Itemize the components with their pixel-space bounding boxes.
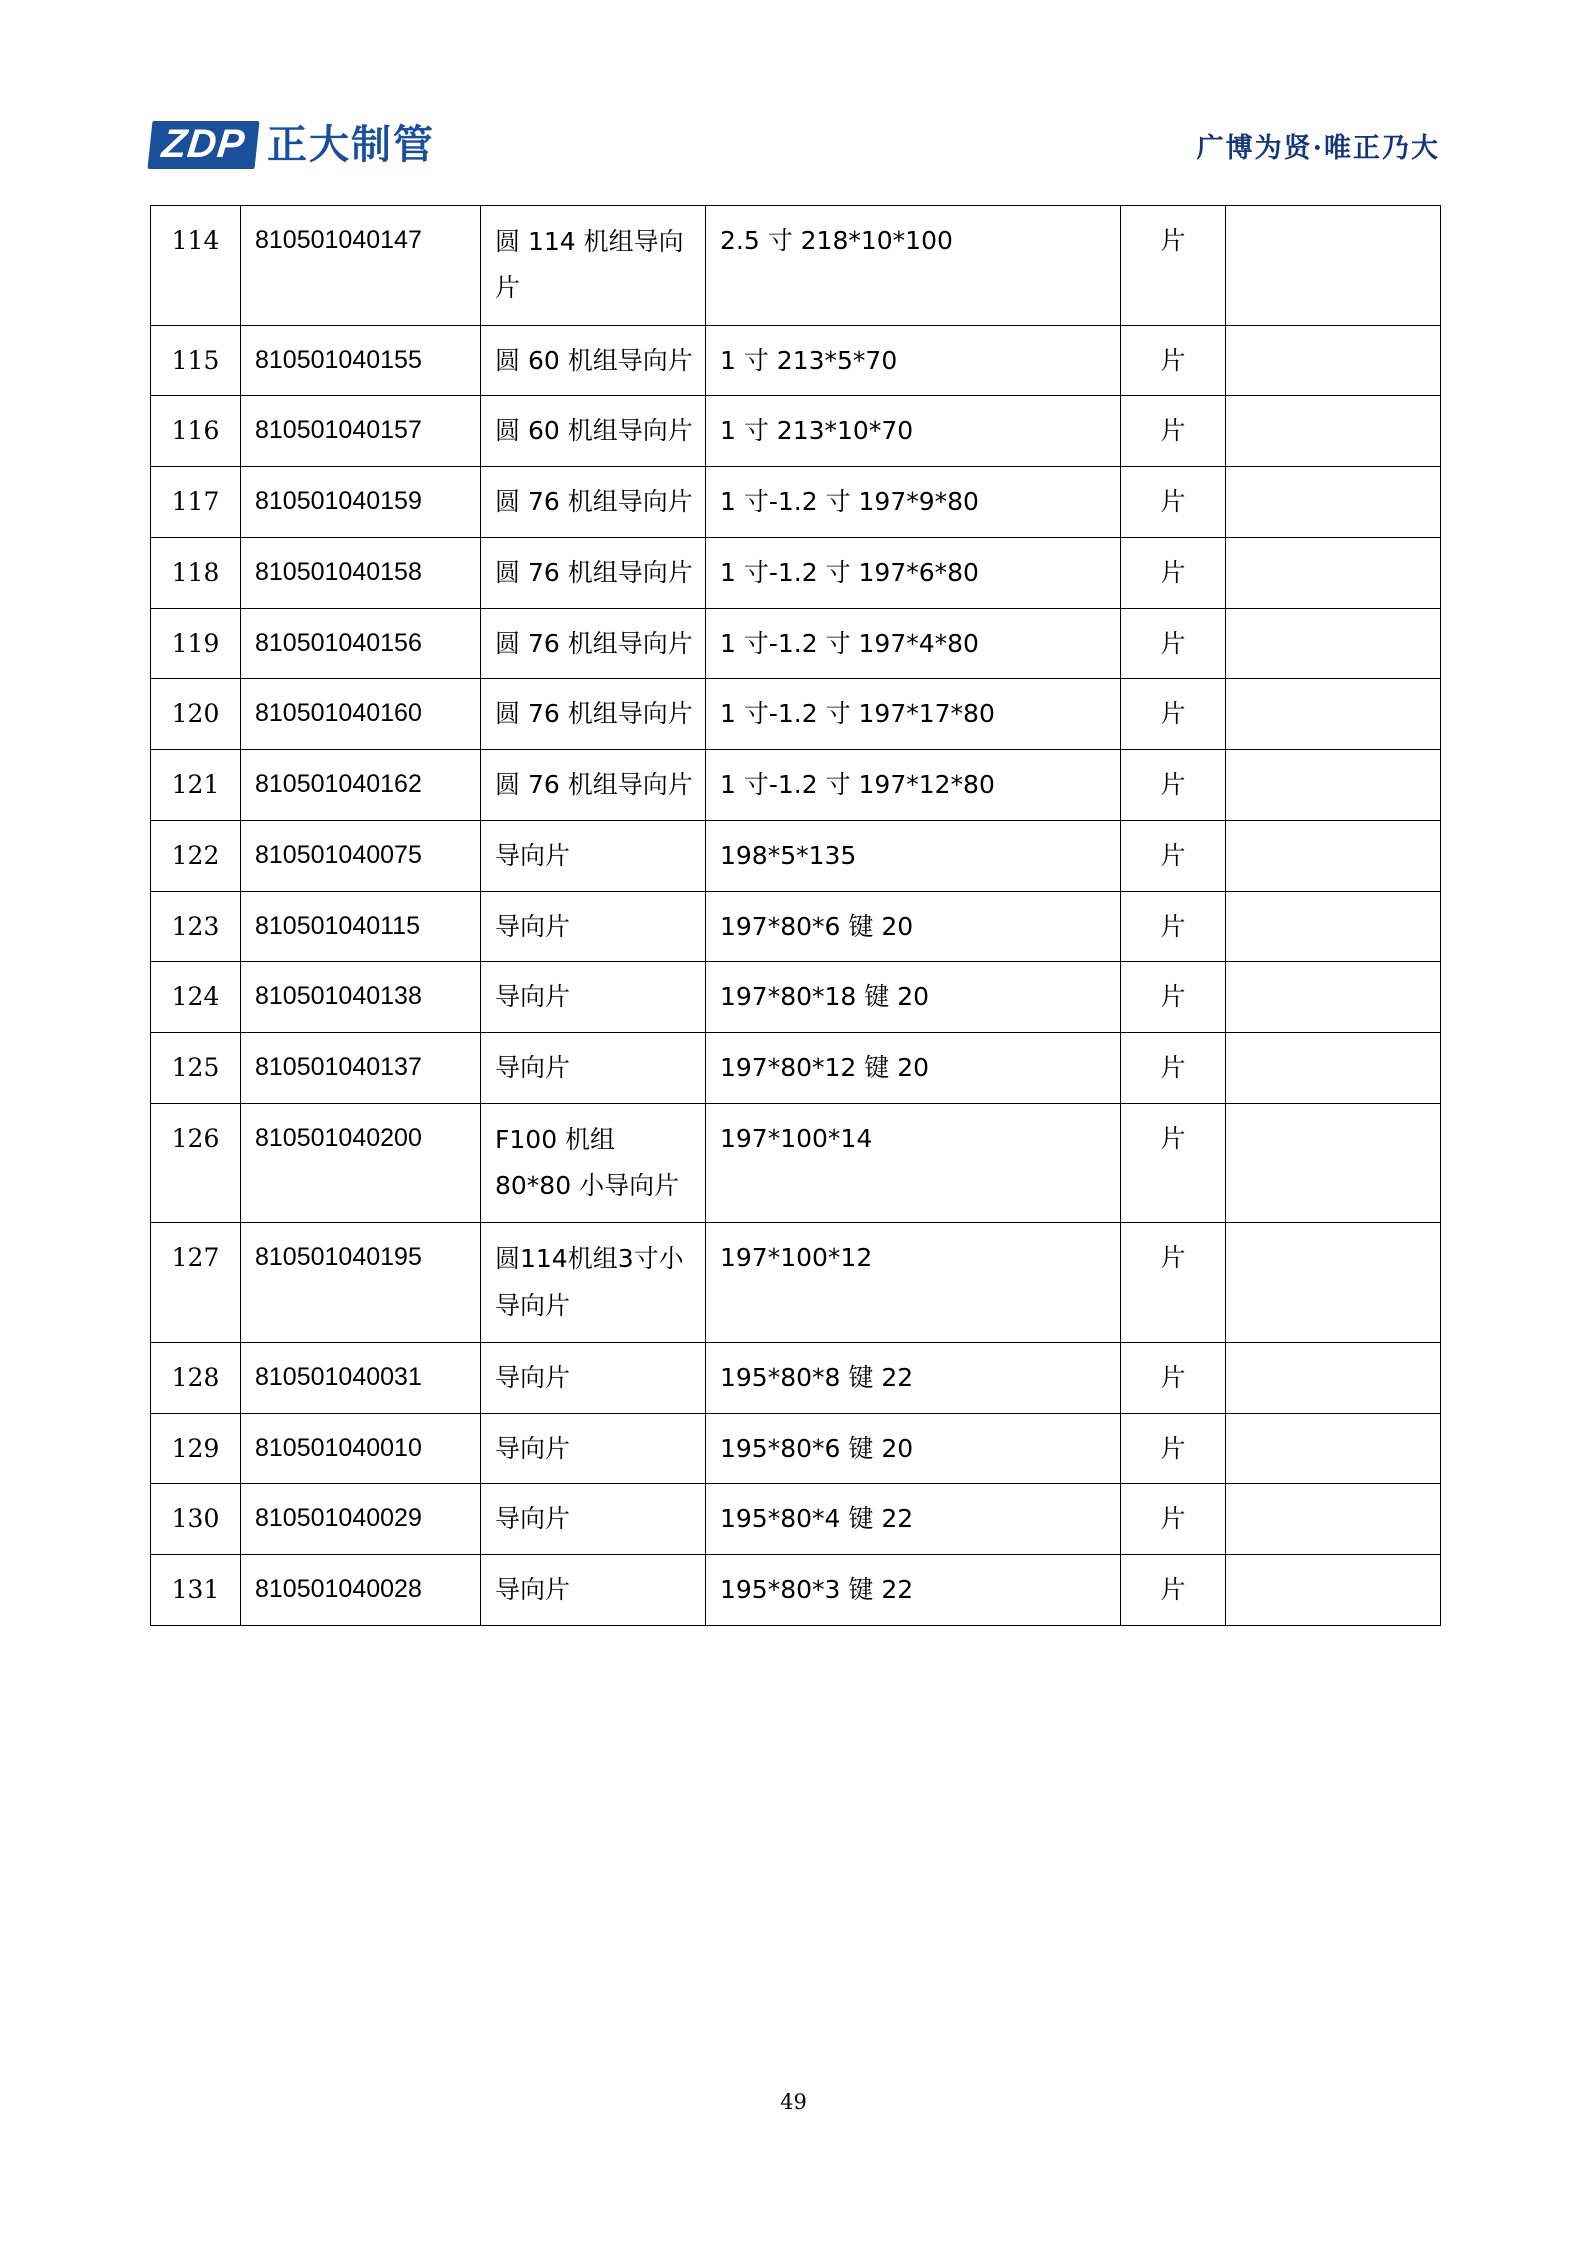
cell-spec: 1 寸-1.2 寸 197*6*80 <box>706 537 1121 608</box>
cell-unit: 片 <box>1121 820 1226 891</box>
cell-code: 810501040031 <box>241 1342 481 1413</box>
table-row <box>151 891 1441 962</box>
cell-spec: 197*100*12 <box>706 1223 1121 1343</box>
table-row <box>151 820 1441 891</box>
page-number: 49 <box>780 2090 807 2114</box>
cell-spec: 198*5*135 <box>706 820 1121 891</box>
cell-code: 810501040010 <box>241 1413 481 1484</box>
cell-code: 810501040157 <box>241 396 481 467</box>
cell-no: 122 <box>151 820 241 891</box>
page-header <box>150 110 1440 180</box>
cell-qty <box>1226 396 1441 467</box>
cell-spec: 195*80*6 键 20 <box>706 1413 1121 1484</box>
cell-name: 导向片 <box>481 1342 706 1413</box>
cell-no: 114 <box>151 206 241 326</box>
cell-spec: 197*80*6 键 20 <box>706 891 1121 962</box>
cell-qty <box>1226 1484 1441 1555</box>
cell-name: 导向片 <box>481 820 706 891</box>
cell-name: 导向片 <box>481 1033 706 1104</box>
cell-qty <box>1226 467 1441 538</box>
cell-spec: 1 寸-1.2 寸 197*12*80 <box>706 750 1121 821</box>
materials-table <box>150 205 1441 1626</box>
cell-no: 119 <box>151 608 241 679</box>
cell-spec: 1 寸-1.2 寸 197*4*80 <box>706 608 1121 679</box>
cell-unit: 片 <box>1121 396 1226 467</box>
cell-no: 129 <box>151 1413 241 1484</box>
cell-no: 117 <box>151 467 241 538</box>
cell-qty <box>1226 962 1441 1033</box>
cell-code: 810501040158 <box>241 537 481 608</box>
cell-qty <box>1226 608 1441 679</box>
table-row <box>151 608 1441 679</box>
cell-name: 圆 76 机组导向片 <box>481 679 706 750</box>
cell-qty <box>1226 1103 1441 1223</box>
cell-code: 810501040156 <box>241 608 481 679</box>
cell-code: 810501040138 <box>241 962 481 1033</box>
cell-no: 123 <box>151 891 241 962</box>
cell-unit: 片 <box>1121 750 1226 821</box>
cell-code: 810501040195 <box>241 1223 481 1343</box>
cell-code: 810501040029 <box>241 1484 481 1555</box>
cell-code: 810501040115 <box>241 891 481 962</box>
table-row <box>151 1033 1441 1104</box>
cell-code: 810501040075 <box>241 820 481 891</box>
cell-qty <box>1226 750 1441 821</box>
cell-name: 圆 76 机组导向片 <box>481 608 706 679</box>
cell-spec: 197*80*18 键 20 <box>706 962 1121 1033</box>
cell-no: 128 <box>151 1342 241 1413</box>
cell-unit: 片 <box>1121 467 1226 538</box>
table-row <box>151 396 1441 467</box>
cell-spec: 1 寸-1.2 寸 197*17*80 <box>706 679 1121 750</box>
cell-no: 126 <box>151 1103 241 1223</box>
cell-qty <box>1226 325 1441 396</box>
cell-name: 圆 60 机组导向片 <box>481 396 706 467</box>
cell-unit: 片 <box>1121 1413 1226 1484</box>
cell-no: 125 <box>151 1033 241 1104</box>
cell-spec: 197*80*12 键 20 <box>706 1033 1121 1104</box>
cell-qty <box>1226 1413 1441 1484</box>
cell-name: 圆 76 机组导向片 <box>481 537 706 608</box>
cell-unit: 片 <box>1121 206 1226 326</box>
cell-unit: 片 <box>1121 1484 1226 1555</box>
cell-qty <box>1226 891 1441 962</box>
cell-qty <box>1226 1342 1441 1413</box>
table-row <box>151 1484 1441 1555</box>
cell-no: 124 <box>151 962 241 1033</box>
table-row <box>151 325 1441 396</box>
cell-qty <box>1226 1033 1441 1104</box>
cell-unit: 片 <box>1121 679 1226 750</box>
cell-unit: 片 <box>1121 1103 1226 1223</box>
company-slogan: 广博为贤·唯正乃大 <box>1196 132 1440 164</box>
cell-name: 圆 60 机组导向片 <box>481 325 706 396</box>
table-row <box>151 679 1441 750</box>
cell-name: 导向片 <box>481 891 706 962</box>
cell-no: 130 <box>151 1484 241 1555</box>
cell-qty <box>1226 206 1441 326</box>
cell-name: 圆114机组3寸小导向片 <box>481 1223 706 1343</box>
cell-unit: 片 <box>1121 325 1226 396</box>
cell-spec: 197*100*14 <box>706 1103 1121 1223</box>
table-row <box>151 537 1441 608</box>
table-row <box>151 962 1441 1033</box>
cell-code: 810501040159 <box>241 467 481 538</box>
cell-no: 118 <box>151 537 241 608</box>
cell-no: 127 <box>151 1223 241 1343</box>
cell-qty <box>1226 537 1441 608</box>
cell-unit: 片 <box>1121 537 1226 608</box>
cell-no: 131 <box>151 1555 241 1626</box>
cell-code: 810501040162 <box>241 750 481 821</box>
cell-name: 圆 76 机组导向片 <box>481 467 706 538</box>
logo-mark-icon: ZDP <box>147 121 259 169</box>
cell-spec: 1 寸 213*5*70 <box>706 325 1121 396</box>
cell-no: 116 <box>151 396 241 467</box>
cell-unit: 片 <box>1121 1033 1226 1104</box>
cell-name: 圆 114 机组导向片 <box>481 206 706 326</box>
cell-code: 810501040147 <box>241 206 481 326</box>
cell-code: 810501040160 <box>241 679 481 750</box>
cell-name: 导向片 <box>481 962 706 1033</box>
cell-spec: 1 寸-1.2 寸 197*9*80 <box>706 467 1121 538</box>
cell-name: 导向片 <box>481 1555 706 1626</box>
cell-unit: 片 <box>1121 1555 1226 1626</box>
cell-name: 导向片 <box>481 1484 706 1555</box>
table-row <box>151 1223 1441 1343</box>
cell-name: F100 机组 80*80 小导向片 <box>481 1103 706 1223</box>
cell-qty <box>1226 820 1441 891</box>
cell-unit: 片 <box>1121 891 1226 962</box>
cell-qty <box>1226 679 1441 750</box>
cell-unit: 片 <box>1121 608 1226 679</box>
cell-unit: 片 <box>1121 962 1226 1033</box>
cell-code: 810501040155 <box>241 325 481 396</box>
table-row <box>151 1103 1441 1223</box>
cell-no: 120 <box>151 679 241 750</box>
cell-qty <box>1226 1555 1441 1626</box>
cell-name: 圆 76 机组导向片 <box>481 750 706 821</box>
cell-no: 115 <box>151 325 241 396</box>
table-row <box>151 1413 1441 1484</box>
cell-spec: 2.5 寸 218*10*100 <box>706 206 1121 326</box>
company-logo <box>150 121 435 169</box>
cell-spec: 195*80*4 键 22 <box>706 1484 1121 1555</box>
table-row <box>151 467 1441 538</box>
cell-spec: 1 寸 213*10*70 <box>706 396 1121 467</box>
cell-spec: 195*80*8 键 22 <box>706 1342 1121 1413</box>
table-row <box>151 1555 1441 1626</box>
materials-table-body <box>151 206 1441 1626</box>
cell-code: 810501040137 <box>241 1033 481 1104</box>
table-row <box>151 1342 1441 1413</box>
table-row <box>151 206 1441 326</box>
cell-name: 导向片 <box>481 1413 706 1484</box>
cell-no: 121 <box>151 750 241 821</box>
cell-unit: 片 <box>1121 1342 1226 1413</box>
cell-code: 810501040200 <box>241 1103 481 1223</box>
cell-spec: 195*80*3 键 22 <box>706 1555 1121 1626</box>
table-row <box>151 750 1441 821</box>
cell-qty <box>1226 1223 1441 1343</box>
cell-unit: 片 <box>1121 1223 1226 1343</box>
logo-company-name: 正大制管 <box>267 122 435 168</box>
cell-code: 810501040028 <box>241 1555 481 1626</box>
